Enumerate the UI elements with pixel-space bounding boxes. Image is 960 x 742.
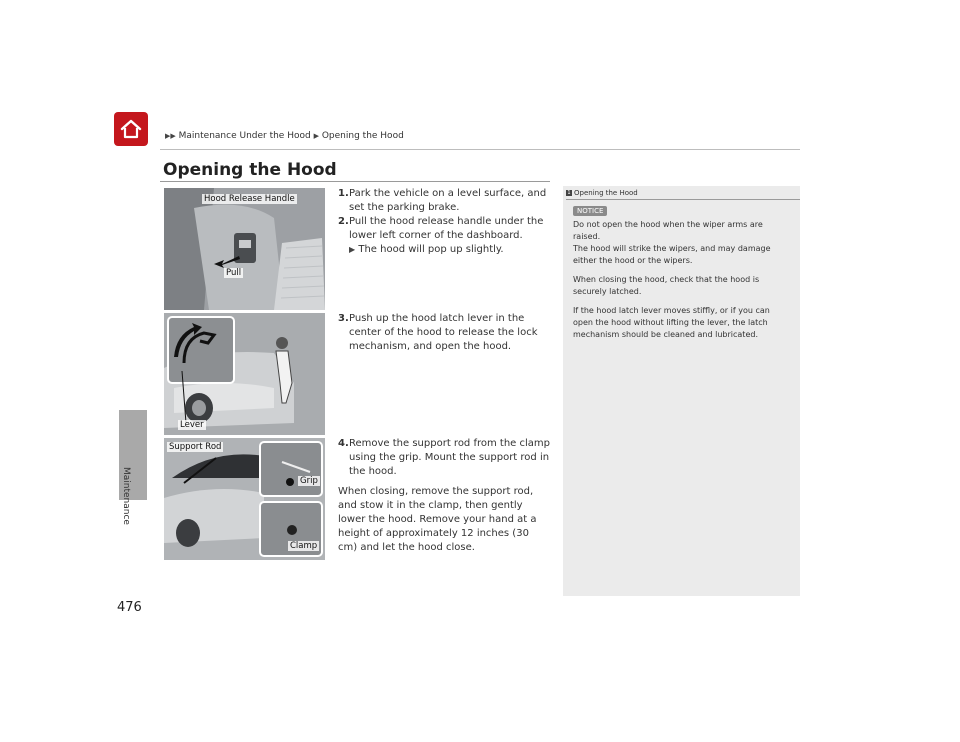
step-text: Pull the hood release handle under the lower left corner of the dashboard. bbox=[349, 216, 544, 241]
side-tab-label: Maintenance bbox=[121, 467, 131, 525]
note-divider bbox=[566, 199, 800, 200]
figure-support-rod bbox=[164, 438, 325, 560]
breadcrumb-arrow-icon: ▶▶ bbox=[165, 132, 176, 140]
breadcrumb-item[interactable]: Maintenance Under the Hood bbox=[178, 131, 311, 141]
figure-hood-release bbox=[164, 188, 325, 310]
step-4 bbox=[338, 437, 550, 479]
breadcrumb bbox=[165, 131, 404, 141]
step-1 bbox=[338, 187, 550, 215]
note-heading bbox=[566, 189, 638, 197]
header-divider bbox=[160, 149, 800, 150]
steps-block-1 bbox=[338, 187, 550, 257]
page-number: 476 bbox=[117, 600, 142, 615]
note-paragraph: Do not open the hood when the wiper arms are raised. The hood will strike the wipers, and may damage either the hood or the wipers. bbox=[573, 220, 771, 265]
figure-hood-lever bbox=[164, 313, 325, 435]
closing-paragraph: When closing, remove the support rod, and stow it in the clamp, then gently lower the hood. Remove your hand at a height of approximately 12 inches (30 cm) and let the hood close. bbox=[338, 486, 537, 553]
label-pull: Pull bbox=[226, 268, 242, 278]
hood-lever-illustration bbox=[164, 313, 325, 435]
step-text: Push up the hood latch lever in the center of the hood to release the lock mechanism, and open the hood. bbox=[349, 313, 538, 352]
home-button[interactable] bbox=[114, 112, 148, 146]
title-divider bbox=[160, 181, 550, 182]
step-number: 3. bbox=[338, 313, 349, 324]
step-2-result bbox=[338, 243, 550, 257]
notice-badge: NOTICE bbox=[573, 206, 607, 216]
note-paragraph: If the hood latch lever moves stiffly, or if you can open the hood without lifting the lever, the latch mechanism should be cleaned and lubricated. bbox=[573, 306, 770, 339]
home-icon bbox=[119, 117, 143, 141]
steps-block-3 bbox=[338, 437, 550, 555]
step-text: Park the vehicle on a level surface, and set the parking brake. bbox=[349, 188, 547, 213]
note-body bbox=[573, 219, 788, 348]
note-heading-text: Opening the Hood bbox=[574, 189, 638, 197]
steps-block-2 bbox=[338, 312, 550, 354]
breadcrumb-arrow-icon: ▶ bbox=[313, 132, 319, 140]
step-number: 1. bbox=[338, 188, 349, 199]
hood-release-illustration bbox=[164, 188, 325, 310]
page-title: Opening the Hood bbox=[163, 160, 337, 180]
result-arrow-icon: ▶ bbox=[349, 245, 356, 254]
label-clamp: Clamp bbox=[290, 541, 318, 551]
note-paragraph: When closing the hood, check that the hood is securely latched. bbox=[573, 275, 760, 296]
step-number: 2. bbox=[338, 216, 349, 227]
label-lever: Lever bbox=[180, 420, 204, 430]
breadcrumb-item[interactable]: Opening the Hood bbox=[321, 131, 404, 141]
step-3 bbox=[338, 312, 550, 354]
step-2 bbox=[338, 215, 550, 243]
label-grip: Grip bbox=[300, 476, 318, 486]
step-text: Remove the support rod from the clamp using the grip. Mount the support rod in the hood. bbox=[349, 438, 550, 477]
label-support-rod: Support Rod bbox=[169, 442, 222, 452]
note-marker-icon: 1 bbox=[567, 190, 571, 196]
step-result-text: The hood will pop up slightly. bbox=[358, 244, 504, 255]
label-hood-release-handle: Hood Release Handle bbox=[204, 194, 295, 204]
step-number: 4. bbox=[338, 438, 349, 449]
